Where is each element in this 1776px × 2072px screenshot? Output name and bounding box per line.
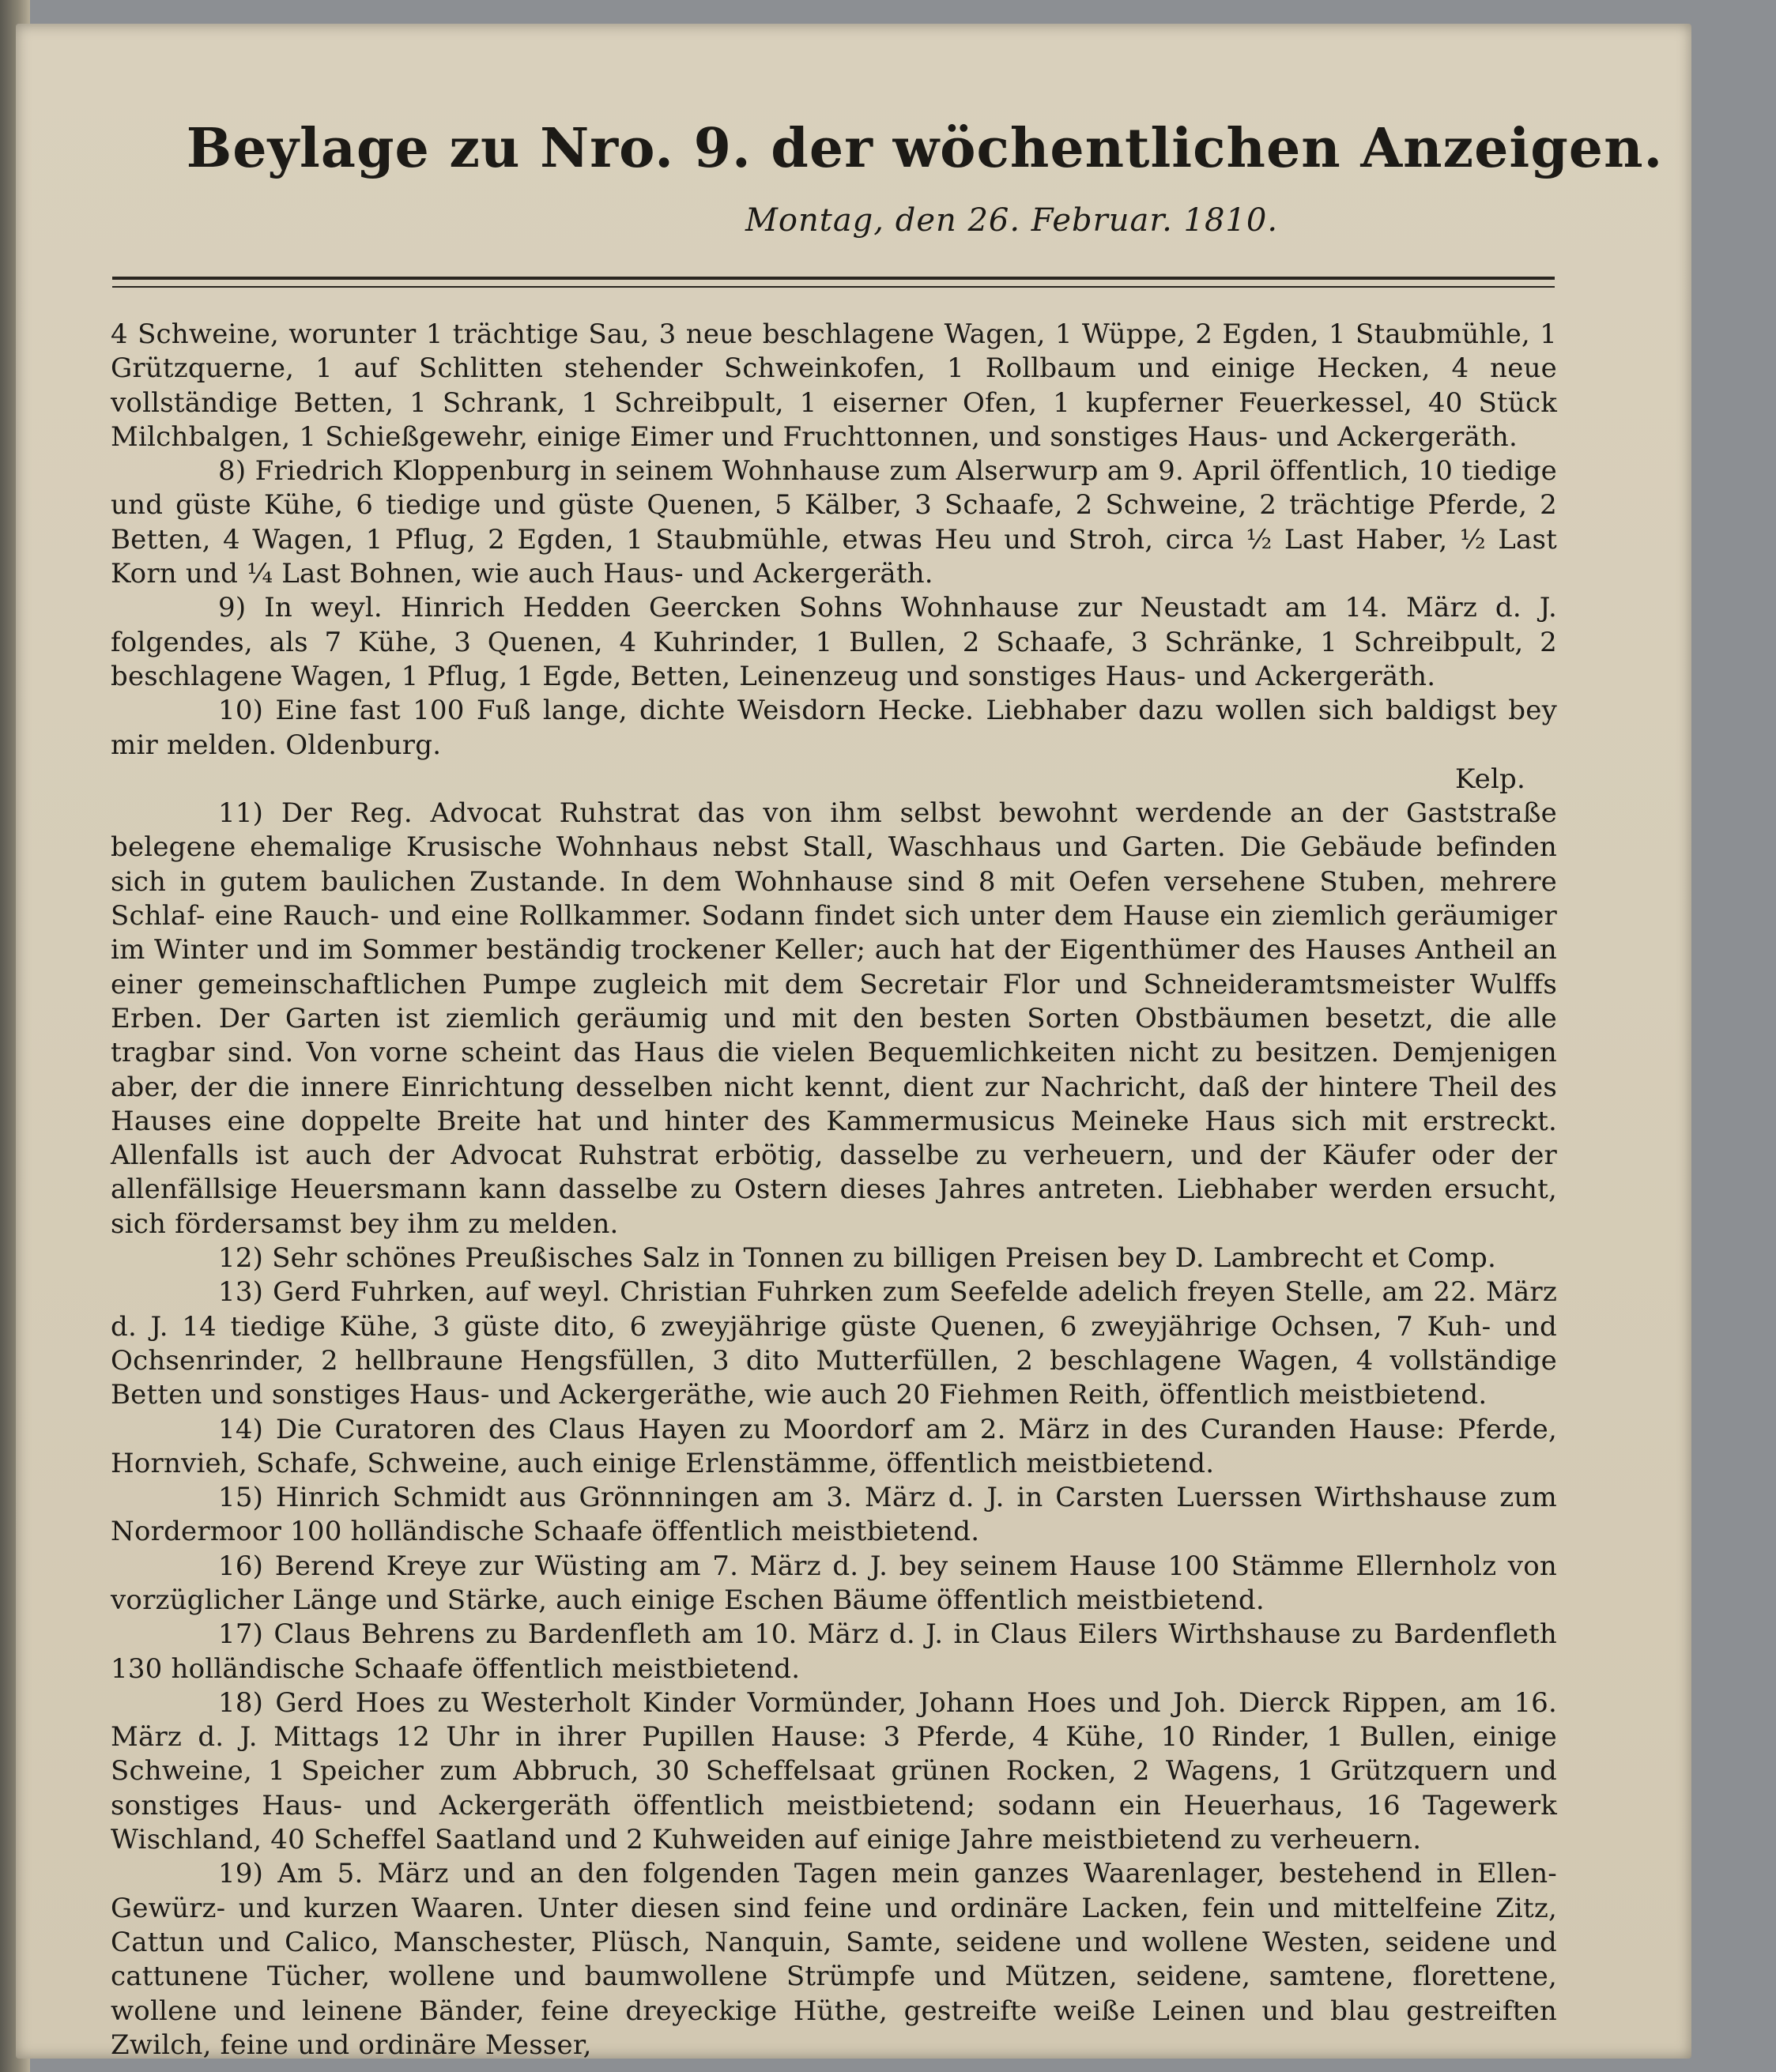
issue-date: Montag, den 26. Februar. 1810.: [745, 202, 1279, 239]
notice-16: 16) Berend Kreye zur Wüsting am 7. März d. J. bey seinem Hause 100 Stämme Ellernholz von vorzüglicher Länge und Stärke, auch einige Eschen Bäume öffentlich meistbietend.: [111, 1550, 1557, 1616]
notice-13: 13) Gerd Fuhrken, auf weyl. Christian Fuhrken zum Seefelde adelich freyen Stelle, am 22. März d. J. 14 tiedige Kühe, 3 güste dito, 6 zweyjährige güste Quenen, 6 zweyjährige Ochsen, 7 Kuh- und Ochsenrinder, 2 hellbraune Hengsfüllen, 3 dito Mutterfüllen, 2 beschlagene Wagen, 4 vollständige Betten und sonstiges Haus- und Ackergeräthe, wie auch 20 Fiehmen Reith, öffentlich meistbietend.: [111, 1276, 1557, 1411]
notice-17: 17) Claus Behrens zu Bardenfleth am 10. März d. J. in Claus Eilers Wirthshause zu Bardenfleth 130 holländische Schaafe öffentlich meistbietend.: [111, 1618, 1557, 1685]
notice-8: 8) Friedrich Kloppenburg in seinem Wohnhause zum Alserwurp am 9. April öffentlich, 10 tiedige und güste Kühe, 6 tiedige und güste Quenen, 5 Kälber, 3 Schaafe, 2 Schweine, 2 trächtige Pferde, 2 Betten, 4 Wagen, 1 Pflug, 2 Egden, 1 Staubmühle, etwas Heu und Stroh, circa ½ Last Haber, ½ Last Korn und ¼ Last Bohnen, wie auch Haus- und Ackergeräth.: [111, 455, 1557, 590]
header-rule-thick: [112, 277, 1555, 280]
notice-11: 11) Der Reg. Advocat Ruhstrat das von ihm selbst bewohnt werdende an der Gaststraße belegene ehemalige Krusische Wohnhaus nebst Stall, Waschhaus und Garten. Die Gebäude befinden sich in gutem baulichen Zustande. In dem Wohnhause sind 8 mit Oefen versehene Stuben, mehrere Schlaf- eine Rauch- und eine Rollkammer. Sodann findet sich unter dem Hause ein ziemlich geräumiger im Winter und im Sommer beständig trockener Keller; auch hat der Eigenthümer des Hauses Antheil an einer gemeinschaftlichen Pumpe zugleich mit dem Secretair Flor und Schneideramtsmeister Wulffs Erben. Der Garten ist ziemlich geräumig und mit den besten Sorten Obstbäumen besetzt, die alle tragbar sind. Von vorne scheint das Haus die vielen Bequemlichkeiten nicht zu besitzen. Demjenigen aber, der die innere Einrichtung desselben nicht kennt, dient zur Nachricht, daß der hintere Theil des Hauses eine doppelte Breite hat und hinter des Kammermusicus Meineke Haus sich mit erstreckt. Allenfalls ist auch der Advocat Ruhstrat erbötig, dasselbe zu verheuern, und der Käufer oder der allenfällsige Heuersmann kann dasselbe zu Ostern dieses Jahres antreten. Liebhaber werden ersucht, sich fördersamst bey ihm zu melden.: [111, 797, 1557, 1240]
notice-10-signature-row: [111, 763, 1557, 797]
page-header: [16, 117, 1691, 239]
header-rule-thin: [112, 286, 1555, 288]
notice-12: 12) Sehr schönes Preußisches Salz in Tonnen zu billigen Preisen bey D. Lambrecht et Comp.: [218, 1242, 1496, 1275]
notice-continuation: 4 Schweine, worunter 1 trächtige Sau, 3 neue beschlagene Wagen, 1 Wüppe, 2 Egden, 1 Staubmühle, 1 Grützquerne, 1 auf Schlitten stehender Schweinkofen, 1 Rollbaum und einige Hecken, 4 neue vollständige Betten, 1 Schrank, 1 Schreibpult, 1 eiserner Ofen, 1 kupferner Feuerkessel, 40 Stück Milchbalgen, 1 Schießgewehr, einige Eimer und Fruchttonnen, und sonstiges Haus- und Ackergeräth.: [111, 318, 1557, 453]
page-title: Beylage zu Nro. 9. der wöchentlichen Anzeigen.: [186, 117, 1664, 180]
notice-9: 9) In weyl. Hinrich Hedden Geercken Sohns Wohnhause zur Neustadt am 14. März d. J. folgendes, als 7 Kühe, 3 Quenen, 4 Kuhrinder, 1 Bullen, 2 Schaafe, 3 Schränke, 1 Schreibpult, 2 beschlagene Wagen, 1 Pflug, 1 Egde, Betten, Leinenzeug und sonstiges Haus- und Ackergeräth.: [111, 592, 1557, 692]
notice-10: 10) Eine fast 100 Fuß lange, dichte Weisdorn Hecke. Liebhaber dazu wollen sich baldigst bey mir melden. Oldenburg.: [111, 695, 1557, 761]
notice-14: 14) Die Curatoren des Claus Hayen zu Moordorf am 2. März in des Curanden Hause: Pferde, Hornvieh, Schafe, Schweine, auch einige Erlenstämme, öffentlich meistbietend.: [111, 1413, 1557, 1479]
notices-column: [111, 318, 1557, 2063]
notice-10-signer: Kelp.: [1454, 763, 1525, 795]
notice-15: 15) Hinrich Schmidt aus Grönnningen am 3. März d. J. in Carsten Luerssen Wirthshause zum Nordermoor 100 holländische Schaafe öffentlich meistbietend.: [111, 1482, 1557, 1548]
notice-18: 18) Gerd Hoes zu Westerholt Kinder Vormünder, Johann Hoes und Joh. Dierck Rippen, am 16. März d. J. Mittags 12 Uhr in ihrer Pupillen Hause: 3 Pferde, 4 Kühe, 10 Rinder, 1 Bullen, einige Schweine, 1 Speicher zum Abbruch, 30 Scheffelsaat grünen Rocken, 2 Wagens, 1 Grützquern und sonstiges Haus- und Ackergeräth öffentlich meistbietend; sodann ein Heuerhaus, 16 Tagewerk Wischland, 40 Scheffel Saatland und 2 Kuhweiden auf einige Jahre meistbietend zu verheuern.: [111, 1686, 1557, 1856]
notice-19: 19) Am 5. März und an den folgenden Tagen mein ganzes Waarenlager, bestehend in Ellen- Gewürz- und kurzen Waaren. Unter diesen sind feine und ordinäre Lacken, fein und mittelfeine Zitz, Cattun und Calico, Manschester, Plüsch, Nanquin, Samte, seidene und wollene Westen, seidene und cattunene Tücher, wollene und baumwollene Strümpfe und Mützen, seidene, samtene, florettene, wollene und leinene Bänder, feine dreyeckige Hüthe, gestreifte weiße Leinen und blau gestreiften Zwilch, feine und ordinäre Messer,: [111, 1858, 1557, 2061]
newspaper-page: [16, 24, 1691, 2059]
